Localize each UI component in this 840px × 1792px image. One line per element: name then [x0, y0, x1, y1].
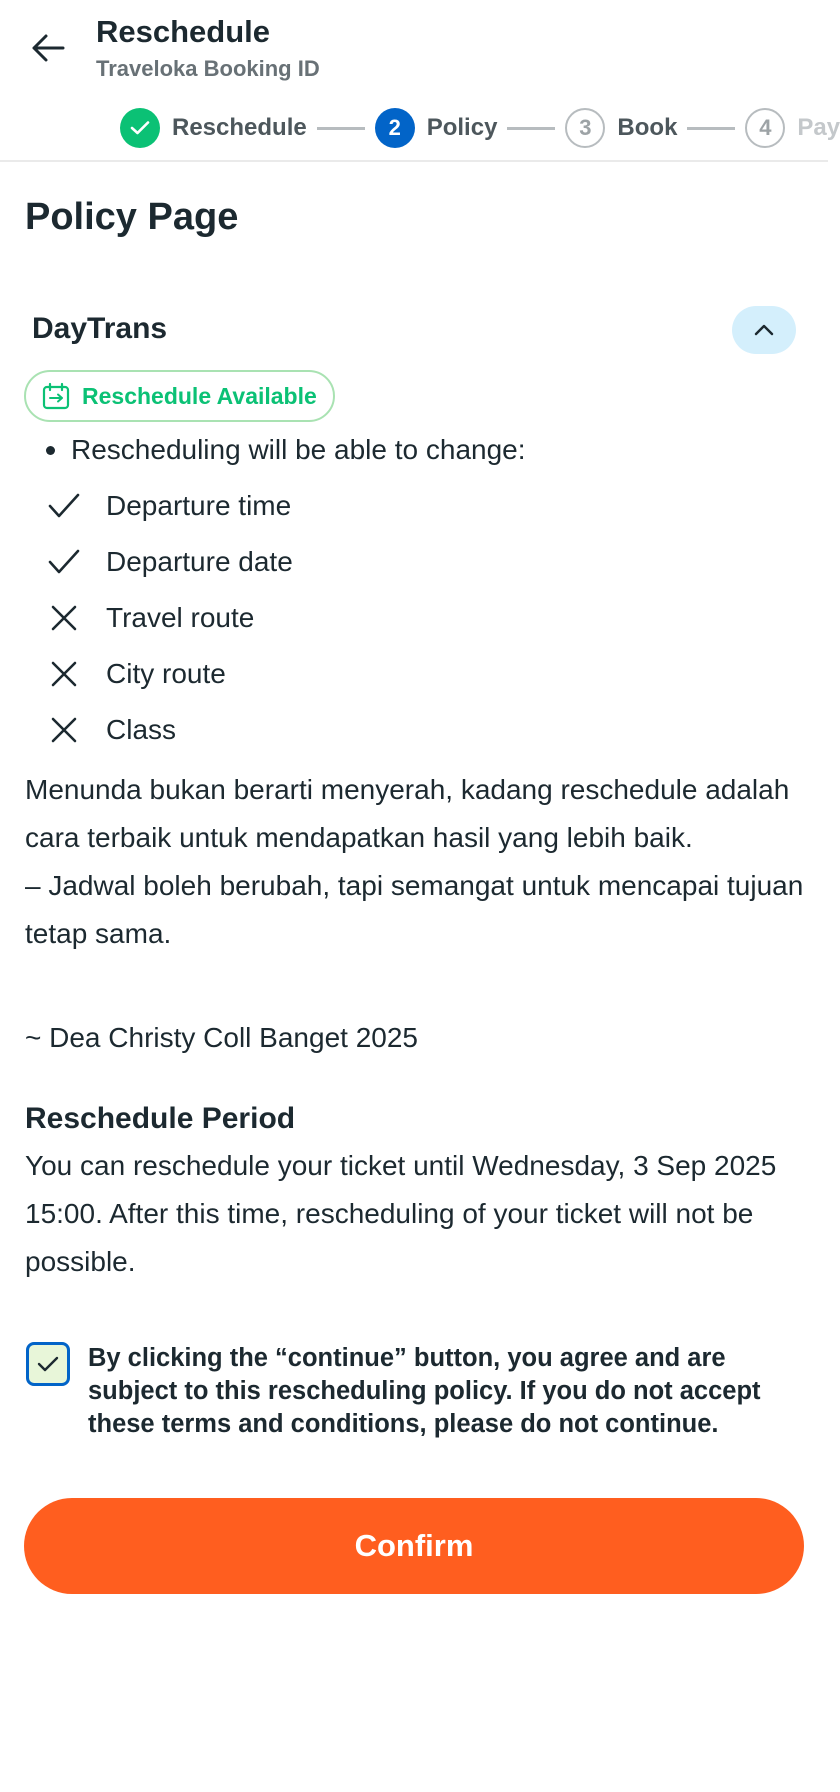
confirm-button[interactable]: Confirm — [24, 1498, 804, 1594]
changes-intro-text: Rescheduling will be able to change: — [71, 434, 526, 465]
header-title: Reschedule — [96, 14, 271, 49]
step-connector — [507, 127, 555, 130]
collapse-button[interactable] — [732, 306, 796, 354]
policy-quote — [25, 766, 805, 958]
check-icon — [46, 488, 82, 524]
close-icon — [46, 656, 82, 692]
list-item — [46, 646, 766, 702]
page-title: Policy Page — [25, 196, 239, 238]
agreement-text: By clicking the “continue” button, you agree and are subject to this rescheduling policy. If you do not accept these terms and conditions, please do not continue. — [88, 1344, 761, 1438]
step-label: Reschedule — [172, 114, 307, 141]
reschedule-period-title: Reschedule Period — [25, 1102, 296, 1135]
change-label: Travel route — [106, 602, 255, 633]
change-label: City route — [106, 658, 226, 689]
reschedule-available-badge — [24, 370, 335, 422]
step-label: Book — [617, 114, 678, 141]
agreement-checkbox[interactable] — [26, 1342, 70, 1386]
step-label: Pay — [797, 114, 840, 141]
quote-signature: ~ Dea Christy Coll Banget 2025 — [25, 1022, 418, 1053]
step-number: 3 — [565, 108, 605, 148]
check-icon — [37, 1355, 59, 1373]
bullet-dot — [46, 446, 55, 455]
step-connector — [687, 127, 735, 130]
calendar-reschedule-icon — [42, 382, 72, 410]
change-label: Departure time — [106, 490, 292, 521]
step-reschedule — [120, 108, 307, 148]
list-item — [46, 478, 766, 534]
step-pay — [745, 108, 840, 148]
step-connector — [317, 127, 365, 130]
step-done-indicator — [120, 108, 160, 148]
check-icon — [46, 544, 82, 580]
step-book — [565, 108, 677, 148]
list-item — [46, 534, 766, 590]
arrow-left-icon — [31, 33, 65, 63]
change-label: Class — [106, 714, 177, 745]
quote-text: Menunda bukan berarti menyerah, kadang reschedule adalah cara terbaik untuk mendapatkan hasil yang lebih baik. — [25, 774, 790, 853]
chevron-up-icon — [754, 324, 774, 336]
list-item — [46, 702, 766, 758]
top-app-bar — [0, 0, 840, 162]
step-number: 4 — [745, 108, 785, 148]
change-label: Departure date — [106, 546, 293, 577]
changes-intro — [46, 434, 526, 466]
check-icon — [130, 120, 150, 136]
operator-name: DayTrans — [32, 312, 168, 345]
booking-id-label: Traveloka Booking ID — [96, 56, 320, 81]
step-number: 2 — [375, 108, 415, 148]
close-icon — [46, 712, 82, 748]
reschedule-period-text: You can reschedule your ticket until Wednesday, 3 Sep 2025 15:00. After this time, rescheduling of your ticket will not be possible. — [25, 1150, 777, 1277]
step-label: Policy — [426, 114, 498, 141]
quote-text-2: – Jadwal boleh berubah, tapi semangat untuk mencapai tujuan tetap sama. — [25, 870, 804, 949]
progress-stepper — [120, 108, 840, 148]
back-button[interactable] — [26, 26, 70, 70]
change-list — [46, 478, 766, 758]
badge-label: Reschedule Available — [82, 382, 317, 409]
step-policy — [375, 108, 498, 148]
close-icon — [46, 600, 82, 636]
list-item — [46, 590, 766, 646]
